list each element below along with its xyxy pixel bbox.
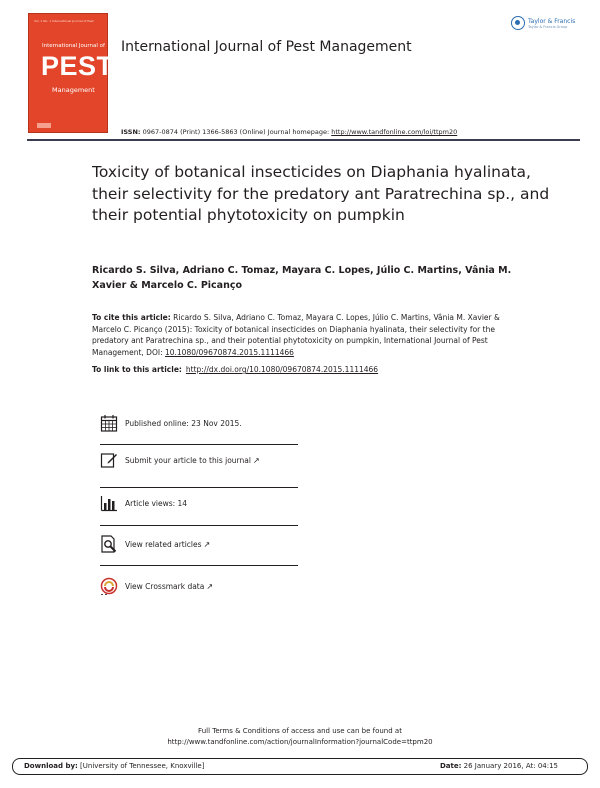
header-rule — [27, 139, 580, 141]
external-link-icon: ↗ — [206, 582, 214, 591]
issn-label: ISSN: — [121, 128, 141, 136]
download-bar — [12, 758, 588, 775]
pencil-edit-icon — [100, 451, 118, 469]
article-views — [100, 494, 298, 528]
cover-publisher-mark — [37, 123, 51, 128]
article-title: Toxicity of botanical insecticides on Diaphania hyalinata, their selectivity for the predatory ant Paratrechina sp., and their potential phytotoxicity on pumpkin — [92, 163, 550, 224]
download-by-label: Download by: — [24, 762, 78, 770]
download-date — [440, 762, 558, 770]
external-link-icon: ↗ — [203, 540, 211, 549]
citation — [92, 312, 522, 358]
document-search-icon — [100, 535, 118, 553]
crossmark[interactable] — [100, 577, 298, 611]
cover-pest: PEST — [41, 51, 114, 81]
terms-text: Full Terms & Conditions of access and use can be found at — [198, 727, 402, 735]
publisher-sub: Taylor & Francis Group — [528, 24, 568, 29]
download-date-value: 26 January 2016, At: 04:15 — [461, 762, 558, 770]
cover-top-text: Vol. 1 No. 1 International Journal of Pest — [34, 19, 94, 23]
cover-management: Management — [52, 86, 95, 94]
download-date-label: Date: — [440, 762, 462, 770]
publisher-logo-icon — [511, 16, 525, 30]
citation-text: Ricardo S. Silva, Adriano C. Tomaz, Mayara C. Lopes, Júlio C. Martins, Vânia M. Xavier & Marcelo C. Picanço (2015): Toxicity of botanical insecticides on Diaphania hyalinata, their selectivity for the predatory ant Paratrechina sp., and their potential phytotoxicity on pumpkin, International Journal of Pest Management, DOI: — [92, 313, 500, 357]
article-link[interactable]: http://dx.doi.org/10.1080/09670874.2015.1111466 — [185, 365, 379, 374]
authors: Ricardo S. Silva, Adriano C. Tomaz, Mayara C. Lopes, Júlio C. Martins, Vânia M. Xavier & Marcelo C. Picanço — [92, 265, 512, 291]
download-by-value: [University of Tennessee, Knoxville] — [77, 762, 205, 770]
citation-label: To cite this article: — [92, 313, 171, 322]
journal-homepage-link[interactable]: http://www.tandfonline.com/loi/ttpm20 — [331, 128, 458, 136]
download-by — [24, 762, 204, 770]
published-online — [100, 414, 298, 448]
bar-chart-icon — [100, 494, 118, 512]
journal-title: International Journal of Pest Management — [121, 39, 412, 55]
journal-cover — [28, 13, 114, 133]
calendar-icon — [100, 414, 118, 432]
terms-link[interactable]: http://www.tandfonline.com/action/journalInformation?journalCode=ttpm20 — [167, 738, 433, 746]
related-articles-link[interactable] — [125, 540, 210, 549]
cover-journal-line: International Journal of — [42, 43, 105, 49]
article-views-text: Article views: 14 — [125, 499, 188, 508]
crossmark-text: View Crossmark data — [125, 582, 205, 591]
info-divider — [100, 525, 298, 526]
external-link-icon: ↗ — [252, 456, 260, 465]
issn-line — [121, 128, 457, 136]
publisher-logo — [511, 16, 575, 30]
submit-article-link[interactable] — [125, 456, 260, 465]
related-articles[interactable] — [100, 535, 298, 569]
article-link-line — [92, 365, 378, 374]
article-link-label: To link to this article: — [92, 365, 182, 374]
issn-text: 0967-0874 (Print) 1366-5863 (Online) Journal homepage: — [140, 128, 332, 136]
crossmark-icon — [100, 577, 118, 595]
info-divider — [100, 444, 298, 445]
info-divider — [100, 565, 298, 566]
crossmark-link[interactable] — [125, 582, 213, 591]
info-divider — [100, 487, 298, 488]
submit-article[interactable] — [100, 451, 298, 485]
submit-article-text: Submit your article to this journal — [125, 456, 251, 465]
published-online-text: Published online: 23 Nov 2015. — [125, 419, 242, 428]
publisher-name: Taylor & Francis — [528, 17, 576, 25]
related-articles-text: View related articles — [125, 540, 202, 549]
doi-link[interactable]: 10.1080/09670874.2015.1111466 — [164, 347, 294, 357]
